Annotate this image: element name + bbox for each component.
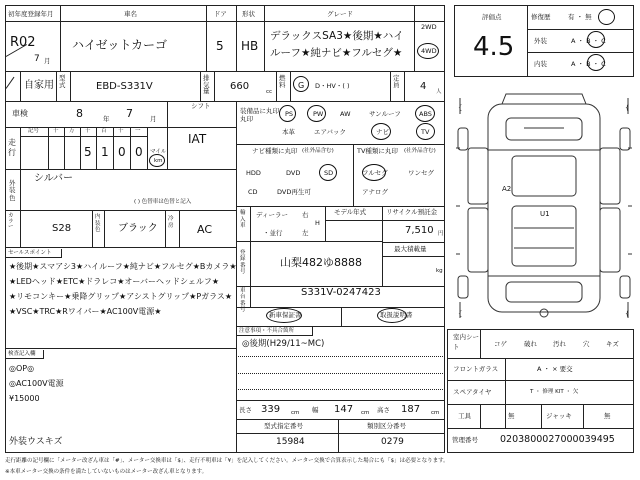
category: 0279 (381, 437, 404, 447)
car-name: ハイゼットカーゴ (72, 38, 168, 52)
divider (447, 428, 634, 429)
notes-label: 注意事項・不具合箇所 (239, 328, 295, 334)
divider (60, 5, 61, 71)
reg-month: 7 (34, 54, 40, 64)
dotted-rule (236, 389, 445, 390)
divider (206, 5, 207, 71)
seat-item: 破れ (524, 340, 537, 348)
left-front-door (468, 148, 488, 204)
grade-line1: デラックスSA3★後期★ハイ (270, 30, 404, 42)
footer-line2: ※本車メーター交換の条件を満たしていないものはメーター改ざん車となります。 (5, 469, 208, 475)
exterior-note: ( ) 色替車は色替と記入 (134, 199, 192, 205)
ac-value: AC (197, 223, 213, 236)
equip-sunroof: サンルーフ (369, 110, 401, 118)
import-label: 輸入車 (240, 210, 246, 230)
mileage-col-label: 千 (85, 128, 91, 134)
tv-circle (362, 164, 386, 181)
reg-era: R02 (10, 35, 36, 50)
divider (96, 127, 97, 169)
mileage-digit: 0 (118, 145, 126, 159)
divider (64, 127, 65, 169)
divider (56, 71, 57, 101)
displacement-label: 排気量 (203, 74, 210, 95)
capacity: 4 (420, 81, 427, 92)
score-label: 評価点 (482, 13, 502, 21)
divider (236, 419, 445, 420)
equip-circle (279, 105, 296, 122)
interior-grade-label: 内装 (534, 60, 547, 68)
rear-badge (540, 309, 548, 317)
score-value: 4.5 (473, 32, 515, 62)
length-label: 長さ (239, 406, 252, 414)
door-label: ドア (214, 10, 227, 18)
width-unit: cm (361, 410, 370, 416)
body-lines (514, 128, 574, 248)
divider (390, 71, 391, 101)
wheel-lf (458, 128, 468, 150)
equip-pw: PW (313, 110, 324, 118)
equip-ps: PS (285, 110, 294, 118)
fuel-rest: D・HV・( ) (315, 82, 350, 90)
repair-circle (598, 9, 615, 25)
import-left: 左 (302, 229, 309, 237)
shift: IAT (188, 132, 207, 146)
divider (104, 210, 105, 247)
shape: HB (241, 39, 259, 53)
divider (5, 210, 236, 211)
equipment-title: 装備品に丸印 (240, 107, 279, 115)
repair-options: 有 ・ 無 (568, 13, 592, 21)
model-no-label: 型式指定番号 (264, 422, 303, 430)
divider (527, 29, 634, 30)
divider (5, 348, 236, 349)
divider (382, 242, 445, 243)
navi-cd: CD (248, 188, 258, 196)
kg-unit: kg (436, 268, 443, 274)
grade-label: グレード (327, 10, 353, 18)
width: 147 (334, 404, 354, 415)
wheel-lr (458, 276, 468, 298)
tv-fullseg: フルセグ (362, 169, 388, 177)
recycle-value: 7,510 (405, 225, 434, 236)
damage-mark-u1: U1 (540, 210, 550, 218)
interior-grade-circle (587, 54, 605, 71)
exterior-grade-label: 外装 (534, 37, 547, 45)
height: 187 (401, 404, 421, 415)
divider (236, 144, 445, 145)
divider (236, 5, 237, 71)
spare-items: T ・ 修理 KIT ・ 欠 (530, 389, 579, 395)
divider (20, 210, 21, 247)
divider (70, 71, 71, 101)
divider (20, 127, 21, 169)
inspection-line2: ◎AC100V電源 (9, 379, 64, 388)
inspection-bottom: 外装ウスキズ (9, 437, 63, 447)
divider (325, 206, 326, 241)
divider (447, 380, 634, 381)
divider (480, 329, 481, 359)
navi-note: (社外品含む) (302, 148, 334, 154)
divider (353, 144, 354, 206)
cc-unit: cc (266, 89, 273, 95)
car-roof (512, 156, 576, 196)
brace-mark: { (458, 310, 463, 318)
divider (338, 419, 339, 453)
divider (236, 400, 445, 401)
exterior-label: 外装色 (9, 179, 16, 202)
divider (167, 101, 168, 127)
drive-2wd: 2WD (421, 23, 437, 31)
dotted-rule (236, 373, 445, 374)
divider (20, 71, 21, 101)
doors: 5 (216, 39, 224, 53)
divider (236, 433, 445, 434)
grade-line2: ルーフ★純ナビ★フルセグ★ (270, 47, 403, 59)
capacity-label: 定員 (393, 74, 400, 89)
seat-item: 汚れ (553, 340, 566, 348)
damage-mark-a2: A2 (502, 185, 512, 193)
repair-label: 修復歴 (531, 13, 551, 21)
divider (264, 5, 265, 71)
divider (20, 169, 21, 210)
color-code: S28 (52, 223, 72, 234)
right-front-door (600, 148, 620, 204)
model-no: 15984 (276, 437, 305, 447)
displacement: 660 (230, 81, 250, 92)
tv-analog: アナログ (362, 188, 388, 196)
divider (5, 101, 445, 102)
exterior-grades: A ・ B ・ C (571, 37, 606, 45)
inspection-month-unit: 月 (150, 115, 157, 123)
equipment-maru: 丸印 (240, 115, 253, 123)
equip-tv: TV (421, 128, 430, 136)
divider (113, 127, 114, 169)
color-code-label: カラー (8, 213, 14, 230)
divider (5, 71, 445, 72)
wheel-rr (620, 276, 630, 298)
divider (541, 404, 542, 428)
length-unit: cm (291, 410, 300, 416)
car-body-outline (488, 104, 600, 312)
inspection-notes-label: 検査記入欄 (8, 351, 36, 357)
mileage-col-label: 十 (118, 128, 124, 134)
shape-label: 形状 (242, 10, 255, 18)
navi-sd: SD (324, 169, 334, 177)
shift-label: シフト (191, 102, 211, 110)
brace-mark: { (458, 104, 463, 112)
model-label: 型式 (59, 74, 66, 89)
new-car-warranty: 新車保証書 (269, 311, 302, 319)
divider (20, 136, 147, 137)
recycle-label: リサイクル預託金 (386, 208, 438, 216)
inspection-year: 8 (76, 107, 83, 120)
divider (382, 256, 445, 257)
divider (5, 247, 236, 248)
divider (583, 404, 584, 428)
mileage-col-label: 記号 (28, 128, 40, 134)
equip-abs: ABS (419, 110, 432, 118)
inspection-line1: ◎OP◎ (9, 364, 35, 373)
navi-dvd-play: DVD再生可 (277, 188, 311, 196)
exterior-grade-circle (587, 31, 605, 48)
manual-circle (377, 308, 407, 323)
car-damage-diagram (454, 88, 634, 324)
mileage-col-label: 十 (53, 128, 59, 134)
divider (290, 71, 291, 101)
divider (236, 206, 445, 207)
mileage-col-label: 一 (135, 128, 141, 134)
tools-value: 無 (508, 412, 515, 420)
wheel-rf (620, 128, 630, 150)
interior-label: 内装色 (95, 214, 101, 234)
selling-points-label: セールスポイント (8, 250, 52, 256)
frame-label: 車台番号 (240, 288, 246, 313)
divider (527, 5, 528, 77)
fuel-g: G (298, 81, 305, 90)
exterior-color: シルバー (34, 173, 74, 184)
divider (325, 220, 445, 221)
divider (80, 127, 81, 169)
tv-oneseg: ワンセグ (408, 169, 434, 177)
left-rear-door (468, 208, 488, 272)
inspection-month: 7 (126, 107, 133, 120)
equip-aw: AW (340, 110, 351, 118)
tools-label: 工具 (458, 412, 471, 420)
divider (92, 210, 93, 247)
equip-circle (416, 123, 435, 140)
mileage-digit: 0 (135, 145, 143, 159)
seat-item: コゲ (494, 340, 507, 348)
car-hood (506, 118, 582, 140)
mileage-digit: 1 (101, 145, 109, 159)
divider (341, 307, 342, 326)
divider (414, 5, 415, 71)
width-label: 幅 (312, 406, 319, 414)
jack-label: ジャッキ (546, 412, 572, 420)
manual: 取扱説明書 (380, 311, 413, 319)
fuel-circle (293, 76, 309, 92)
navi-circle (319, 164, 337, 181)
equip-airbag: エアバック (314, 128, 346, 136)
divider (5, 21, 445, 22)
car-rear (506, 282, 582, 302)
divider (147, 127, 148, 169)
interior-color: ブラック (118, 223, 158, 234)
dotted-rule (236, 356, 445, 357)
footer-line1: 走行距離の記号欄に「メーター改ざん車は「#」、メーター交換車は「$」、走行不明車は「¥」を記入してください。メーター交換で合算表示した場合にも「$」は必要となります。 (5, 458, 449, 464)
mileage-col-label: 百 (101, 128, 107, 134)
divider (200, 71, 201, 101)
tv-note: (社外品含む) (404, 148, 436, 154)
ac-label: 冷房 (168, 216, 174, 229)
label-box (6, 350, 44, 359)
car-front-roof (502, 94, 586, 104)
length: 339 (261, 404, 281, 415)
plate: 山梨482ゆ8888 (280, 256, 362, 269)
tick-marks (456, 148, 632, 254)
inspection-year-unit: 年 (103, 115, 110, 123)
selling-line3: ★リモコンキー★乗降グリップ★アシストグリップ★Pガラス★ (9, 292, 233, 301)
seat-item: 穴 (583, 340, 590, 348)
import-parallel: ・並行 (263, 229, 283, 237)
frame: S331V-0247423 (301, 287, 381, 298)
notes-line1: ◎後期(H29/11~MC) (242, 339, 325, 349)
divider (382, 206, 383, 286)
navi-hdd: HDD (246, 169, 261, 177)
model: EBD-S331V (96, 81, 153, 92)
category-label: 類別区分番号 (367, 422, 406, 430)
navi-title: ナビ種類に丸印 (252, 147, 298, 155)
divider (505, 358, 506, 428)
mile-label: マイル (150, 149, 167, 155)
height-unit: cm (431, 410, 440, 416)
tv-title: TV種類に丸印 (357, 147, 398, 155)
selling-line2: ★LEDヘッド★ETC★ドラレコ★オーバーヘッドシェルフ★ (9, 277, 220, 286)
divider (236, 241, 382, 242)
mileage-col-label: 万 (69, 128, 75, 134)
glass-label: フロントガラス (453, 365, 499, 373)
max-load-label: 最大積載量 (394, 245, 427, 253)
inspection-label: 車検 (12, 109, 28, 118)
divider (250, 206, 251, 241)
mileage-digit: 5 (84, 145, 92, 159)
km-circle (149, 154, 165, 167)
plate-label: 登録番号 (240, 250, 246, 275)
import-dealer: ディーラー (256, 211, 288, 219)
car-name-label: 車名 (124, 10, 137, 18)
divider (447, 358, 634, 359)
glass-items: A ・ × 要交 (537, 365, 573, 373)
mgmt-number: 0203800027000039495 (500, 434, 615, 445)
usage: 自家用 (24, 80, 54, 91)
divider (214, 71, 215, 101)
selling-line1: ★後期★スマアシ3★ハイルーフ★純ナビ★フルセグ★Bカメラ★ (9, 262, 237, 271)
height-label: 高さ (377, 406, 390, 414)
divider (276, 71, 277, 101)
seat-label: 室内シート (453, 333, 479, 351)
reg-year-label: 初年度登録年月 (8, 10, 54, 18)
navi-dvd: DVD (286, 169, 301, 177)
drive-circle (417, 43, 439, 59)
label-box (6, 249, 62, 258)
equip-circle (415, 105, 435, 122)
divider (5, 169, 236, 170)
mileage-label: 走行 (8, 138, 16, 157)
brace-mark: { (625, 310, 630, 318)
divider (165, 210, 166, 247)
equip-leather: 本革 (282, 128, 295, 136)
divider (480, 404, 481, 428)
capacity-unit: 人 (436, 89, 442, 95)
divider (404, 71, 405, 101)
interior-grades: A ・ B ・ C (571, 60, 606, 68)
divider (527, 52, 634, 53)
divider (48, 127, 49, 169)
divider (130, 127, 131, 169)
import-handle: H (315, 219, 320, 227)
import-right: 右 (302, 211, 309, 219)
brace-mark: { (625, 104, 630, 112)
inspection-line3: ¥15000 (9, 394, 40, 403)
warranty-circle (266, 308, 302, 323)
label-box (237, 327, 313, 336)
equip-circle (307, 105, 326, 122)
km-label: km (154, 158, 163, 164)
divider (179, 210, 180, 247)
divider (167, 127, 168, 169)
equip-navi: ナビ (376, 128, 389, 136)
fuel-label: 燃料 (279, 74, 286, 89)
mgmt-label: 管理番号 (452, 436, 478, 444)
divider (250, 241, 251, 307)
seat-item: キズ (606, 340, 619, 348)
equip-circle (371, 123, 391, 140)
drive-4wd: 4WD (421, 47, 437, 55)
jack-value: 無 (604, 412, 611, 420)
yen-unit: 円 (438, 231, 444, 237)
spare-label: スペアタイヤ (453, 388, 492, 396)
reg-month-unit: 月 (44, 57, 51, 65)
selling-line4: ★VSC★TRC★Rワイパー★AC100V電源★ (9, 307, 162, 316)
model-year-label: モデル年式 (334, 208, 367, 216)
right-rear-door (600, 208, 620, 272)
